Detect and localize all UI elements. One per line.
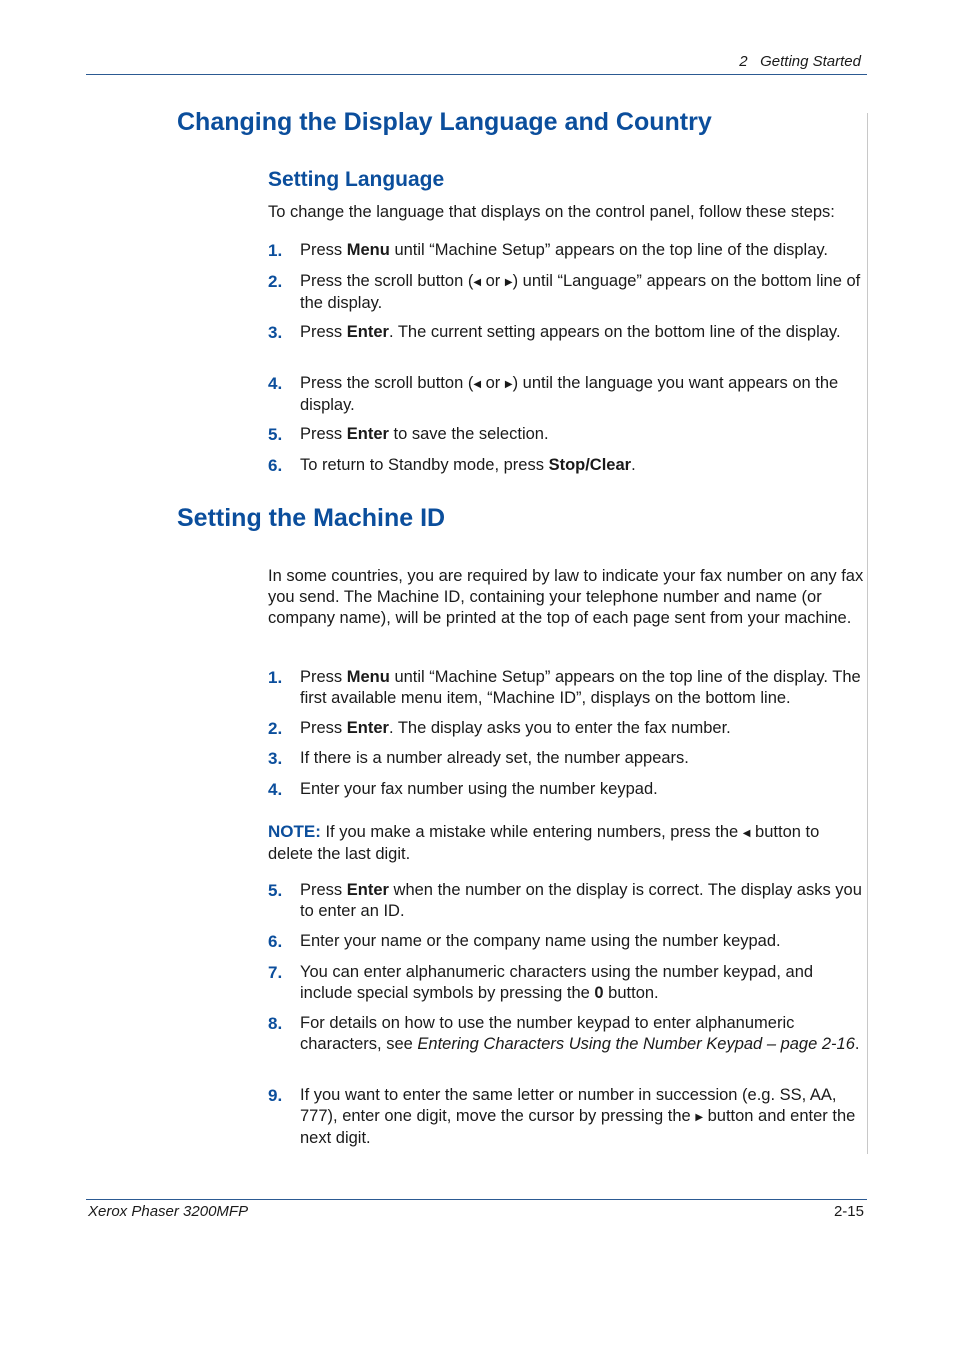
footer-product: Xerox Phaser 3200MFP — [88, 1203, 249, 1220]
page-number: 2-15 — [833, 1203, 864, 1220]
section-title-machine-id: Setting the Machine ID — [177, 504, 446, 532]
list-item: 6. To return to Standby mode, press Stop/Clear. — [268, 456, 636, 475]
running-header: 2 Getting Started — [739, 53, 861, 70]
right-arrow-icon: ▶ — [504, 379, 513, 390]
list-item: 9. If you want to enter the same letter or number in succession (e.g. SS, AA, 777), enter one digit, move the cursor by pressing the ▶ button and enter the next digit. — [268, 1086, 856, 1147]
note-paragraph: NOTE: If you make a mistake while entering numbers, press the ◀ button to delete the last digit. — [268, 822, 820, 863]
right-arrow-icon: ▶ — [695, 1112, 704, 1123]
intro-paragraph: In some countries, you are required by law to indicate your fax number on any fax you send. The Machine ID, containing your telephone number and name (or company name), will be printed at the top of each page sent from your machine. — [268, 567, 864, 627]
right-arrow-icon: ▶ — [504, 277, 513, 288]
list-item: 5. Press Enter to save the selection. — [268, 425, 549, 444]
left-arrow-icon: ◀ — [473, 277, 482, 288]
list-item: 1. Press Menu until “Machine Setup” appears on the top line of the display. The first available menu item, “Machine ID”, displays on the bottom line. — [268, 668, 861, 707]
left-arrow-icon: ◀ — [473, 379, 482, 390]
list-item: 3. If there is a number already set, the number appears. — [268, 749, 689, 768]
list-item: 8. For details on how to use the number keypad to enter alphanumeric characters, see Entering Characters Using the Number Keypad – page 2-16. — [268, 1014, 860, 1053]
header-rule — [86, 74, 867, 75]
list-item: 4. Press the scroll button (◀ or ▶) until the language you want appears on the display. — [268, 374, 839, 414]
intro-paragraph: To change the language that displays on the control panel, follow these steps: — [268, 203, 835, 221]
list-item: 6. Enter your name or the company name using the number keypad. — [268, 932, 781, 951]
list-item: 1. Press Menu until “Machine Setup” appears on the top line of the display. — [268, 241, 828, 260]
footer-rule — [86, 1199, 867, 1200]
list-item: 7. You can enter alphanumeric characters using the number keypad, and include special symbols by pressing the 0 button. — [268, 963, 814, 1002]
list-item: 2. Press Enter. The display asks you to enter the fax number. — [268, 719, 731, 738]
left-arrow-icon: ◀ — [742, 828, 751, 839]
list-item: 4. Enter your fax number using the number keypad. — [268, 780, 658, 799]
cross-reference-link[interactable]: Entering Characters Using the Number Keypad – page 2-16 — [417, 1035, 855, 1053]
list-item: 3. Press Enter. The current setting appears on the bottom line of the display. — [268, 323, 841, 342]
subsection-title-setting-language: Setting Language — [268, 168, 445, 191]
list-item: 2. Press the scroll button (◀ or ▶) until “Language” appears on the bottom line of the display. — [268, 272, 861, 312]
list-item: 5. Press Enter when the number on the display is correct. The display asks you to enter an ID. — [268, 881, 862, 920]
section-title-language: Changing the Display Language and Country — [177, 108, 712, 136]
